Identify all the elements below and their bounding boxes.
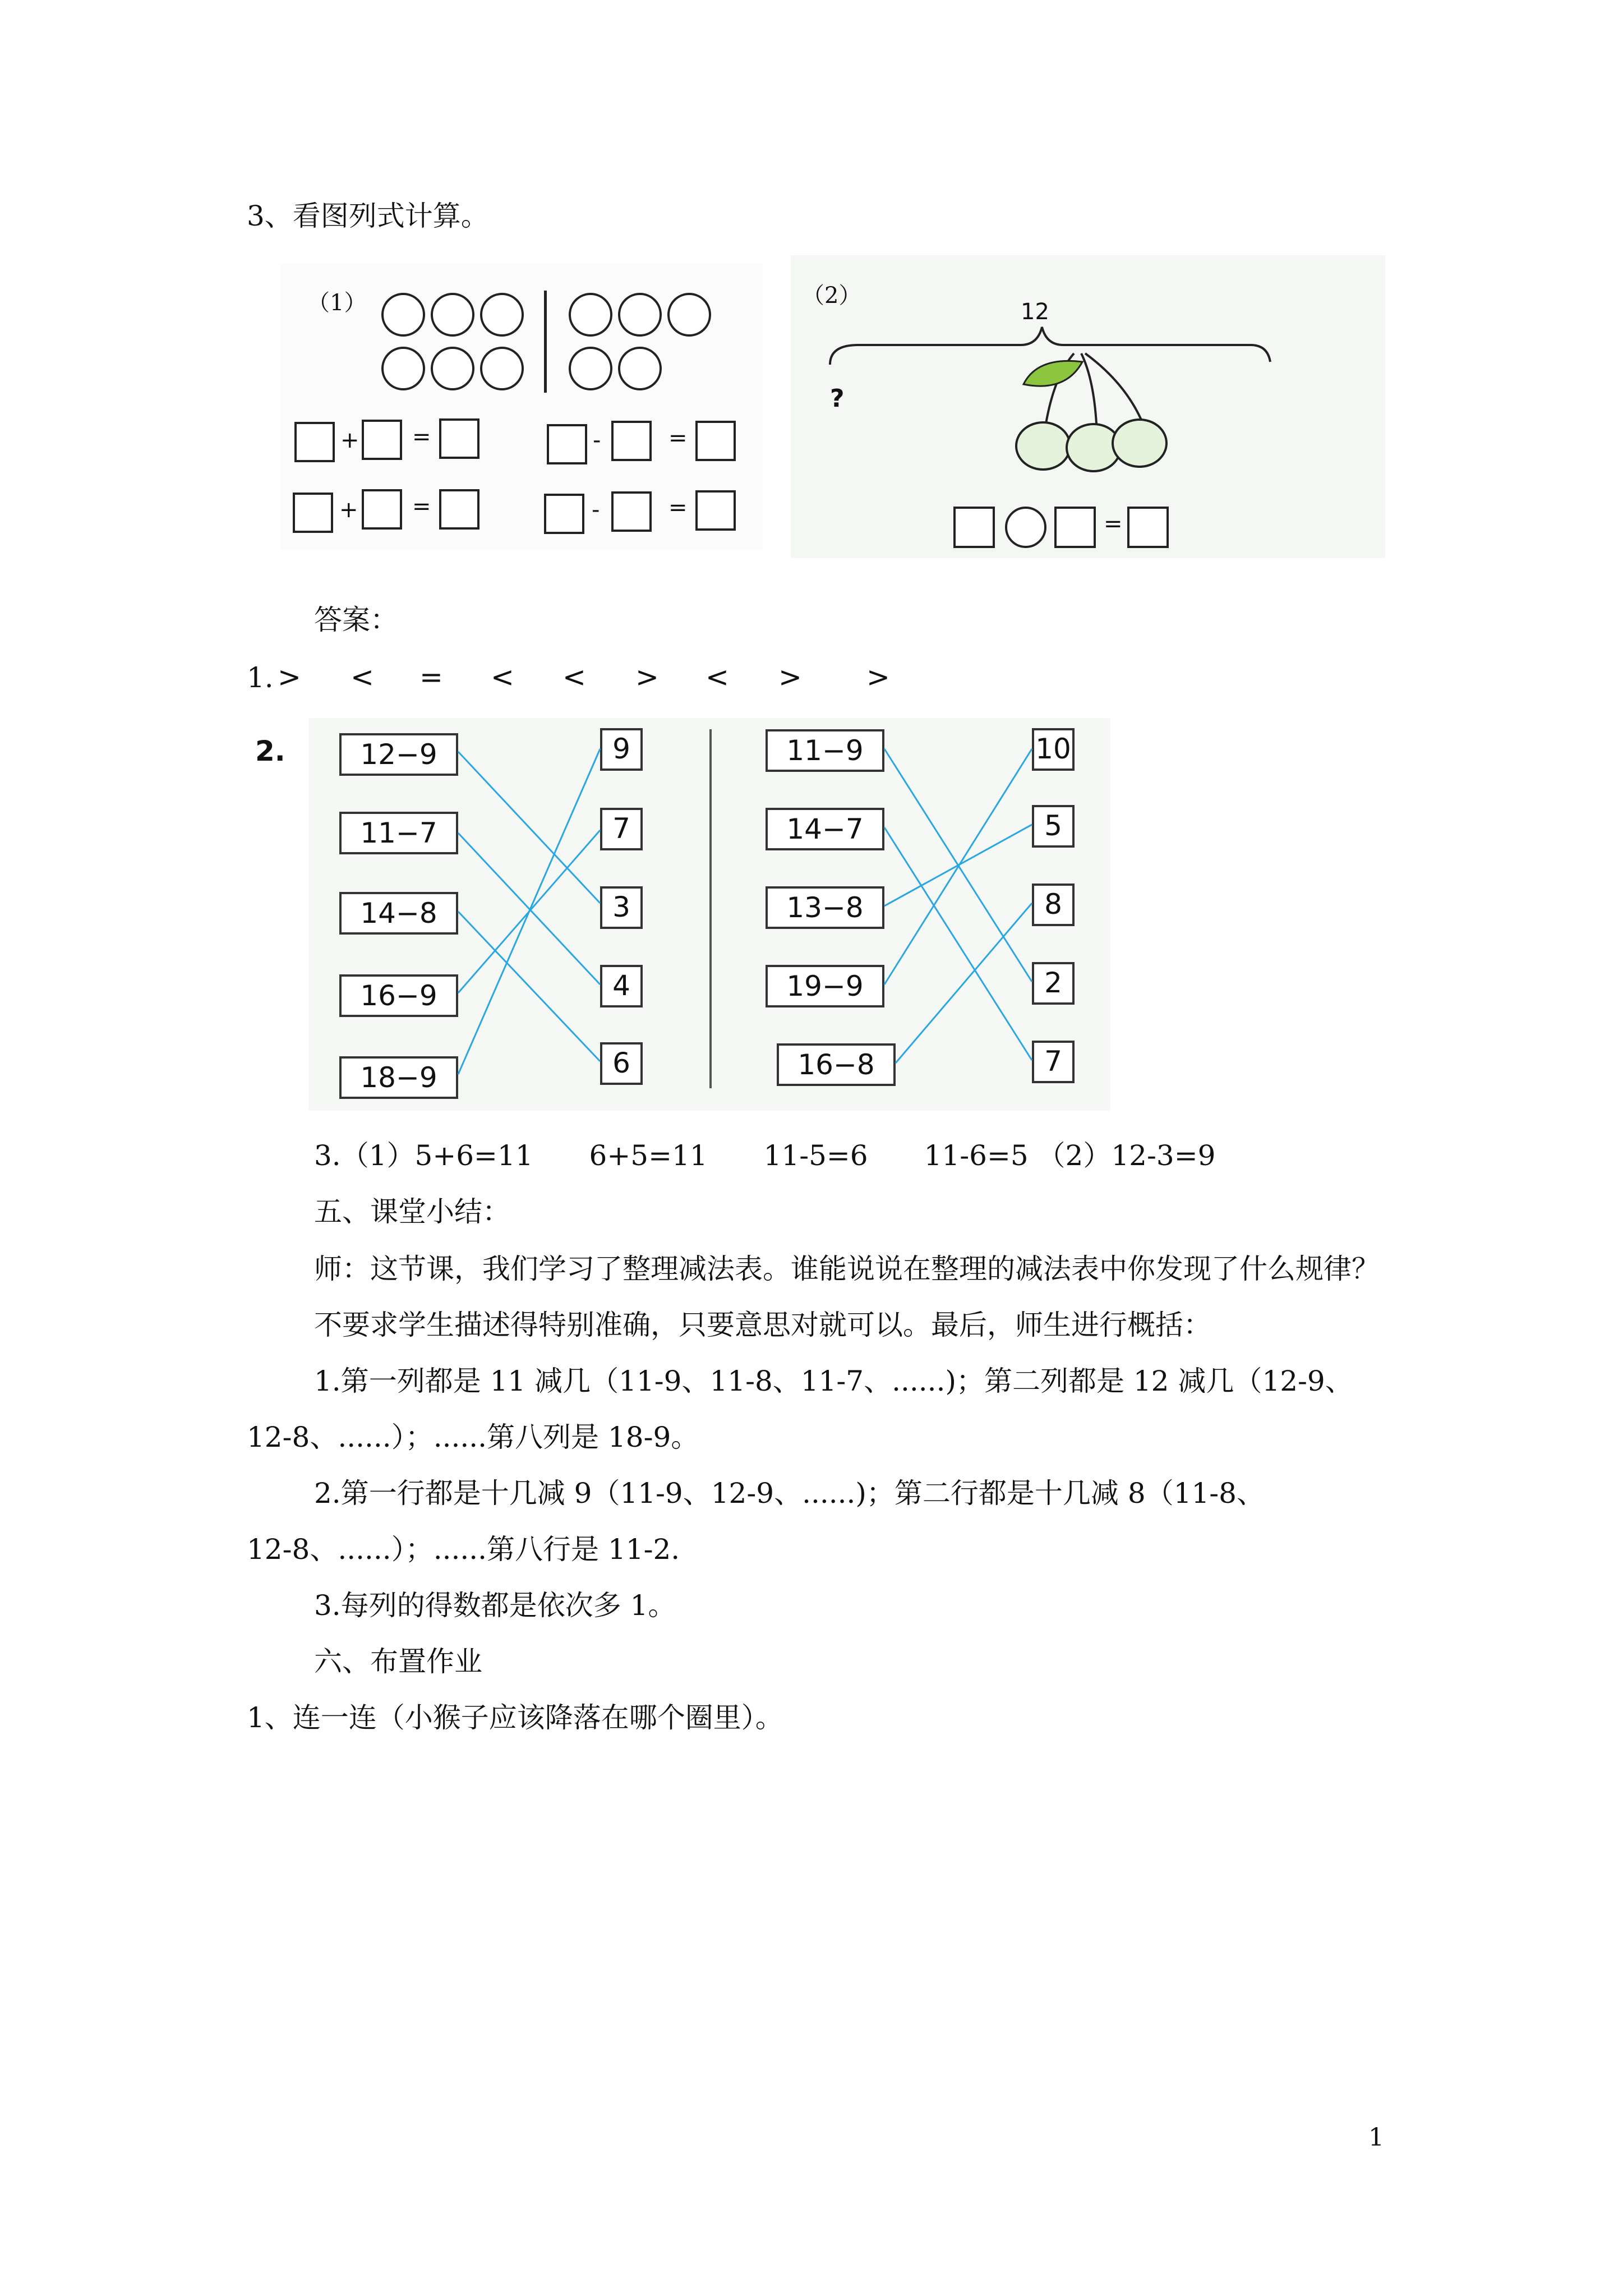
- leaf-icon: [1023, 361, 1082, 386]
- answer1-symbol: >: [278, 661, 301, 693]
- equals-sign: =: [412, 494, 431, 519]
- answer-box[interactable]: [1127, 507, 1169, 548]
- unknown-mark: ?: [830, 384, 845, 413]
- circle: [480, 347, 524, 390]
- circle: [618, 347, 662, 390]
- plus-sign: +: [340, 427, 359, 453]
- expression-box: 14−8: [339, 892, 458, 935]
- circle: [381, 293, 425, 337]
- circle: [431, 293, 474, 337]
- part1-label: （1）: [307, 290, 367, 316]
- answer1-symbol: >: [778, 661, 802, 693]
- equals-sign: =: [1104, 511, 1123, 537]
- circle: [431, 347, 474, 390]
- summary-heading: 五、课堂小结：: [314, 1195, 510, 1228]
- summary-line: 不要求学生描述得特别准确，只要意思对就可以。最后，师生进行概括：: [314, 1309, 1211, 1341]
- answer-box[interactable]: [544, 494, 584, 534]
- expression-box: 19−9: [766, 965, 884, 1007]
- answer-box[interactable]: [547, 424, 587, 464]
- answer-heading: 答案：: [314, 604, 398, 636]
- answer-box[interactable]: [362, 420, 402, 460]
- answer-box[interactable]: [293, 493, 333, 533]
- expression-box: 12−9: [339, 733, 458, 776]
- total-label: 12: [1021, 299, 1049, 325]
- answer2-label: 2.: [255, 735, 285, 767]
- answer-box[interactable]: [695, 421, 736, 461]
- answer-box[interactable]: [695, 490, 736, 531]
- operator-circle[interactable]: [1005, 507, 1046, 548]
- q3-title: 3、看图列式计算。: [247, 200, 489, 232]
- circle: [667, 293, 711, 337]
- stem: [1081, 353, 1096, 424]
- answer-box[interactable]: [1054, 507, 1096, 548]
- equals-sign: =: [668, 425, 688, 451]
- expression-box: 16−8: [777, 1043, 896, 1086]
- number-box: 5: [1032, 805, 1075, 848]
- answer-box[interactable]: [611, 491, 652, 532]
- match-line: [896, 903, 1032, 1063]
- answer-box[interactable]: [439, 489, 479, 530]
- answer3: 3.（1）5+6=11 6+5=11 11-5=6 11-6=5 （2）12-3=9: [314, 1139, 1216, 1172]
- match-line: [458, 912, 600, 1061]
- equals-sign: =: [412, 424, 431, 450]
- number-box: 7: [1032, 1041, 1075, 1083]
- number-box: 6: [600, 1042, 643, 1085]
- number-box: 2: [1032, 962, 1075, 1005]
- page-number: 1: [1368, 2123, 1384, 2152]
- circle: [569, 293, 612, 337]
- answer1-symbol: <: [706, 661, 729, 693]
- expression-box: 14−7: [766, 808, 884, 850]
- cherry-icon: [1016, 422, 1070, 470]
- answer1-symbol: <: [491, 661, 514, 693]
- expression-box: 18−9: [339, 1056, 458, 1099]
- number-box: 3: [600, 886, 643, 929]
- circle: [569, 347, 612, 390]
- answer1-prefix: 1.: [247, 661, 274, 694]
- circle: [618, 293, 662, 337]
- number-box: 4: [600, 965, 643, 1007]
- answer1-symbol: <: [562, 661, 586, 693]
- stem: [1085, 353, 1144, 426]
- summary-line: 1.第一列都是 11 减几（11-9、11-8、11-7、......)；第二列都是 12 减几（12-9、: [314, 1365, 1353, 1397]
- homework-item: 1、连一连（小猴子应该降落在哪个圈里）。: [247, 1701, 783, 1734]
- summary-line: 师：这节课，我们学习了整理减法表。谁能说说在整理的减法表中你发现了什么规律？: [314, 1253, 1380, 1285]
- answer1-symbol: >: [866, 661, 890, 693]
- match-line: [458, 752, 600, 903]
- expression-box: 11−7: [339, 812, 458, 854]
- answer-box[interactable]: [362, 489, 402, 530]
- plus-sign: +: [339, 497, 358, 523]
- expression-box: 13−8: [766, 886, 884, 929]
- number-box: 10: [1032, 728, 1075, 771]
- brace: [830, 327, 1270, 365]
- connection-lines: [308, 718, 1110, 1111]
- answer1-symbol: =: [419, 661, 443, 693]
- equals-sign: =: [668, 495, 688, 521]
- expression-box: 16−9: [339, 974, 458, 1017]
- homework-heading: 六、布置作业: [314, 1645, 482, 1678]
- matching-figure: [308, 718, 1110, 1111]
- circle: [381, 347, 425, 390]
- figure-part1: [280, 264, 763, 550]
- match-line: [458, 749, 600, 1074]
- match-line: [884, 827, 1032, 1060]
- summary-line: 12-8、......）；......第八列是 18-9。: [247, 1421, 699, 1453]
- summary-line: 3.每列的得数都是依次多 1。: [314, 1589, 676, 1622]
- circle: [480, 293, 524, 337]
- number-box: 8: [1032, 884, 1075, 926]
- answer-box[interactable]: [294, 422, 335, 462]
- figure-part2: [791, 255, 1385, 558]
- number-box: 9: [600, 728, 643, 771]
- answer1-symbol: <: [351, 661, 374, 693]
- part2-label: （2）: [802, 283, 861, 309]
- answer-box[interactable]: [953, 507, 995, 548]
- minus-sign: -: [593, 427, 601, 453]
- summary-line: 12-8、......）；......第八行是 11-2.: [247, 1533, 680, 1566]
- answer-box[interactable]: [611, 421, 652, 461]
- minus-sign: -: [592, 497, 600, 523]
- summary-line: 2.第一行都是十几减 9（11-9、12-9、......)；第二行都是十几减 8（11-8、: [314, 1477, 1265, 1510]
- expression-box: 11−9: [766, 729, 884, 772]
- answer1-symbol: >: [635, 661, 659, 693]
- answer-box[interactable]: [439, 418, 479, 459]
- number-box: 7: [600, 808, 643, 850]
- cherry-icon: [1113, 420, 1166, 467]
- divider-line: [544, 291, 547, 393]
